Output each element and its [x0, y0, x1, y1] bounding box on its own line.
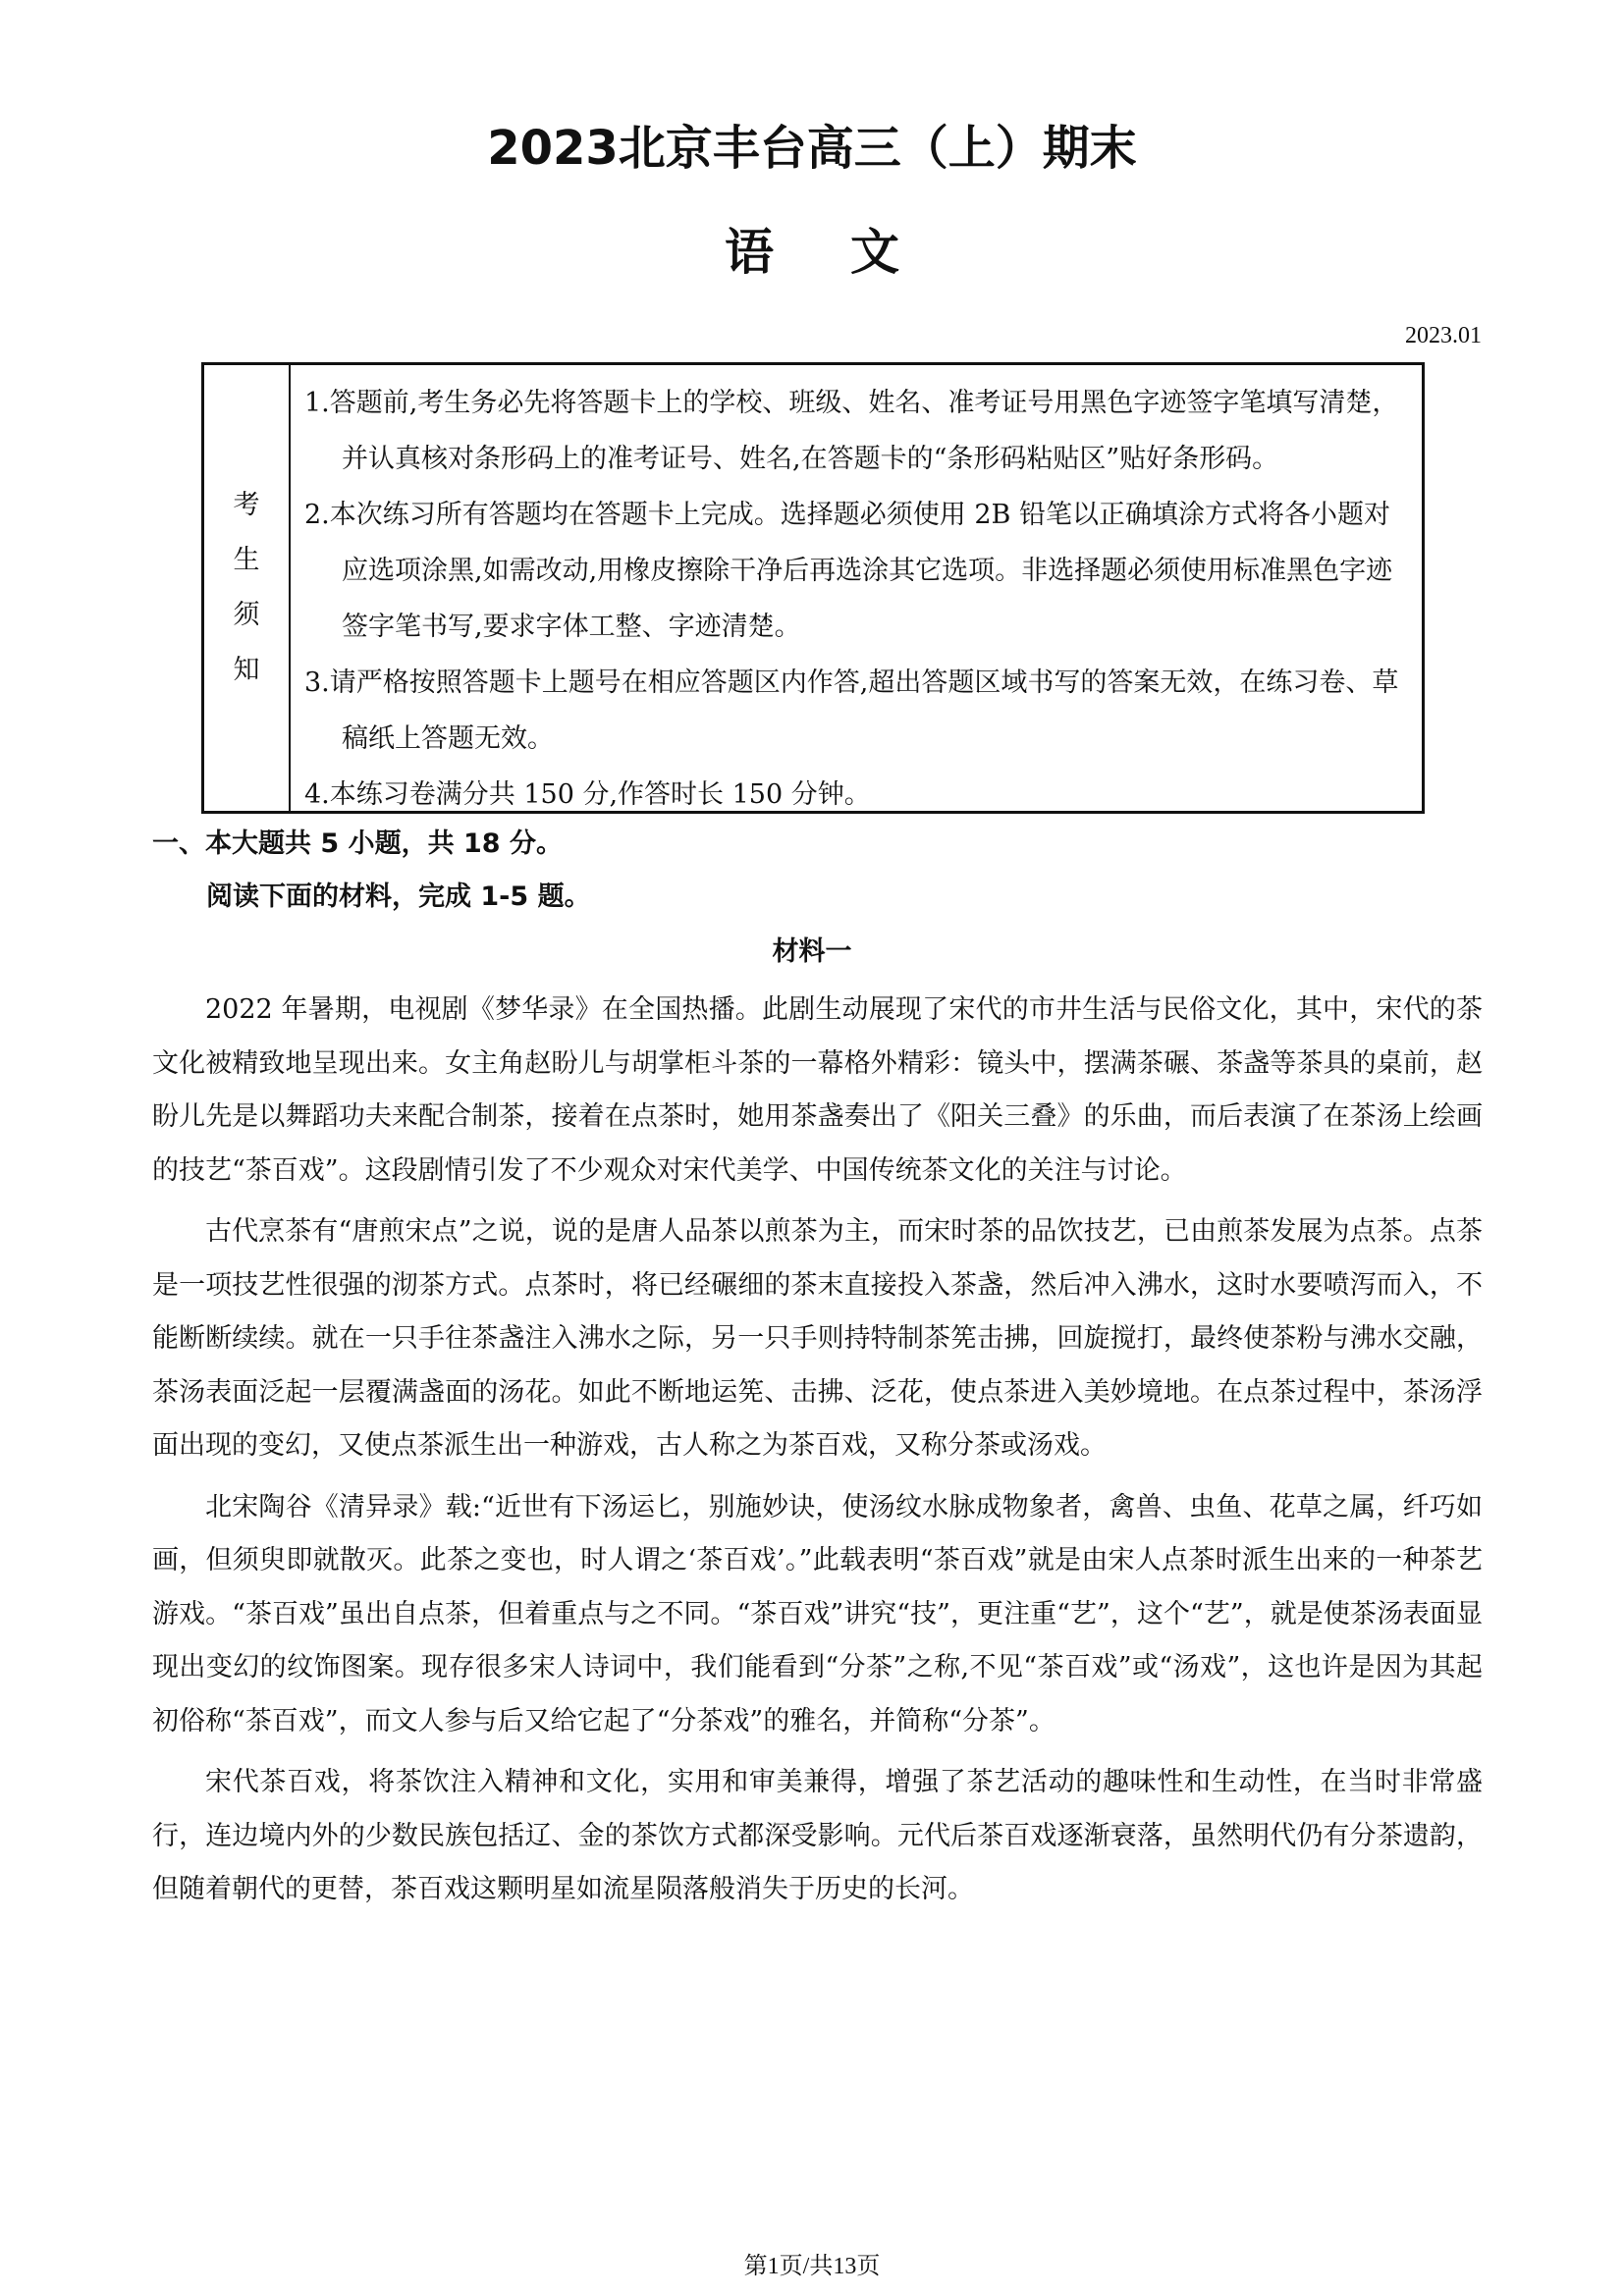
notice-item: 1.答题前,考生务必先将答题卡上的学校、班级、姓名、准考证号用黑色字迹签字笔填写清楚，并认真核对条形码上的准考证号、姓名,在答题卡的“条形码粘贴区”贴好条形码。: [304, 388, 1399, 474]
page-number: 第1页/共13页: [743, 2254, 881, 2279]
notice-item: 4.本练习卷满分共 150 分,作答时长 150 分钟。: [304, 779, 871, 810]
page-title: 2023北京丰台高三（上）期末: [487, 121, 1137, 176]
notice-label-char: 考: [233, 490, 260, 520]
material-body: [152, 984, 1483, 1925]
material-title: 材料一: [772, 936, 852, 967]
notice-label: [204, 365, 291, 811]
body-paragraph: 宋代茶百戏，将茶饮注入精神和文化，实用和审美兼得，增强了茶艺活动的趣味性和生动性，在当时非常盛行，连边境内外的少数民族包括辽、金的茶饮方式都深受影响。元代后茶百戏逐渐衰落，虽然明代仍有分茶遗韵，但随着朝代的更替，茶百戏这颗明星如流星陨落般消失于历史的长河。: [152, 1767, 1483, 1904]
section-heading: 一、本大题共 5 小题，共 18 分。: [152, 828, 563, 859]
notice-items: [291, 365, 1422, 811]
body-paragraph: 2022 年暑期，电视剧《梦华录》在全国热播。此剧生动展现了宋代的市井生活与民俗文化，其中，宋代的茶文化被精致地呈现出来。女主角赵盼儿与胡掌柜斗茶的一幕格外精彩：镜头中，摆满茶碾、茶盏等茶具的桌前，赵盼儿先是以舞蹈功夫来配合制茶，接着在点茶时，她用茶盏奏出了《阳关三叠》的乐曲，而后表演了在茶汤上绘画的技艺“茶百戏”。这段剧情引发了不少观众对宋代美学、中国传统茶文化的关注与讨论。: [152, 994, 1483, 1186]
body-paragraph: 北宋陶谷《清异录》载:“近世有下汤运匕，别施妙诀，使汤纹水脉成物象者，禽兽、虫鱼、花草之属，纤巧如画，但须臾即就散灭。此茶之变也，时人谓之‘茶百戏’。”此载表明“茶百戏”就是由宋人点茶时派生出来的一种茶艺游戏。“茶百戏”虽出自点茶，但着重点与之不同。“茶百戏”讲究“技”，更注重“艺”，这个“艺”，就是使茶汤表面显现出变幻的纹饰图案。现存很多宋人诗词中，我们能看到“分茶”之称,不见“茶百戏”或“汤戏”，这也许是因为其起初俗称“茶百戏”，而文人参与后又给它起了“分茶戏”的雅名，并简称“分茶”。: [152, 1491, 1483, 1736]
notice-item: 3.请严格按照答题卡上题号在相应答题区内作答,超出答题区域书写的答案无效，在练习卷、草稿纸上答题无效。: [304, 667, 1399, 754]
candidate-notice-box: [201, 362, 1425, 814]
exam-date: 2023.01: [1405, 323, 1482, 348]
subject-title: 语文: [725, 224, 976, 281]
notice-label-char: 生: [233, 545, 260, 575]
reading-instruction: 阅读下面的材料，完成 1-5 题。: [206, 881, 591, 912]
body-paragraph: 古代烹茶有“唐煎宋点”之说，说的是唐人品茶以煎茶为主，而宋时茶的品饮技艺，已由煎茶发展为点茶。点茶是一项技艺性很强的沏茶方式。点茶时，将已经碾细的茶末直接投入茶盏，然后冲入沸水，这时水要喷泻而入，不能断断续续。就在一只手往茶盏注入沸水之际，另一只手则持特制茶筅击拂，回旋搅打，最终使茶粉与沸水交融，茶汤表面泛起一层覆满盏面的汤花。如此不断地运筅、击拂、泛花，使点茶进入美妙境地。在点茶过程中，茶汤浮面出现的变幻，又使点茶派生出一种游戏，古人称之为茶百戏，又称分茶或汤戏。: [152, 1216, 1483, 1461]
notice-item: 2.本次练习所有答题均在答题卡上完成。选择题必须使用 2B 铅笔以正确填涂方式将各小题对应选项涂黑,如需改动,用橡皮擦除干净后再选涂其它选项。非选择题必须使用标准黑色字迹签字笔书写,要求字体工整、字迹清楚。: [304, 500, 1393, 642]
notice-label-char: 须: [233, 600, 260, 630]
notice-label-char: 知: [233, 655, 260, 685]
